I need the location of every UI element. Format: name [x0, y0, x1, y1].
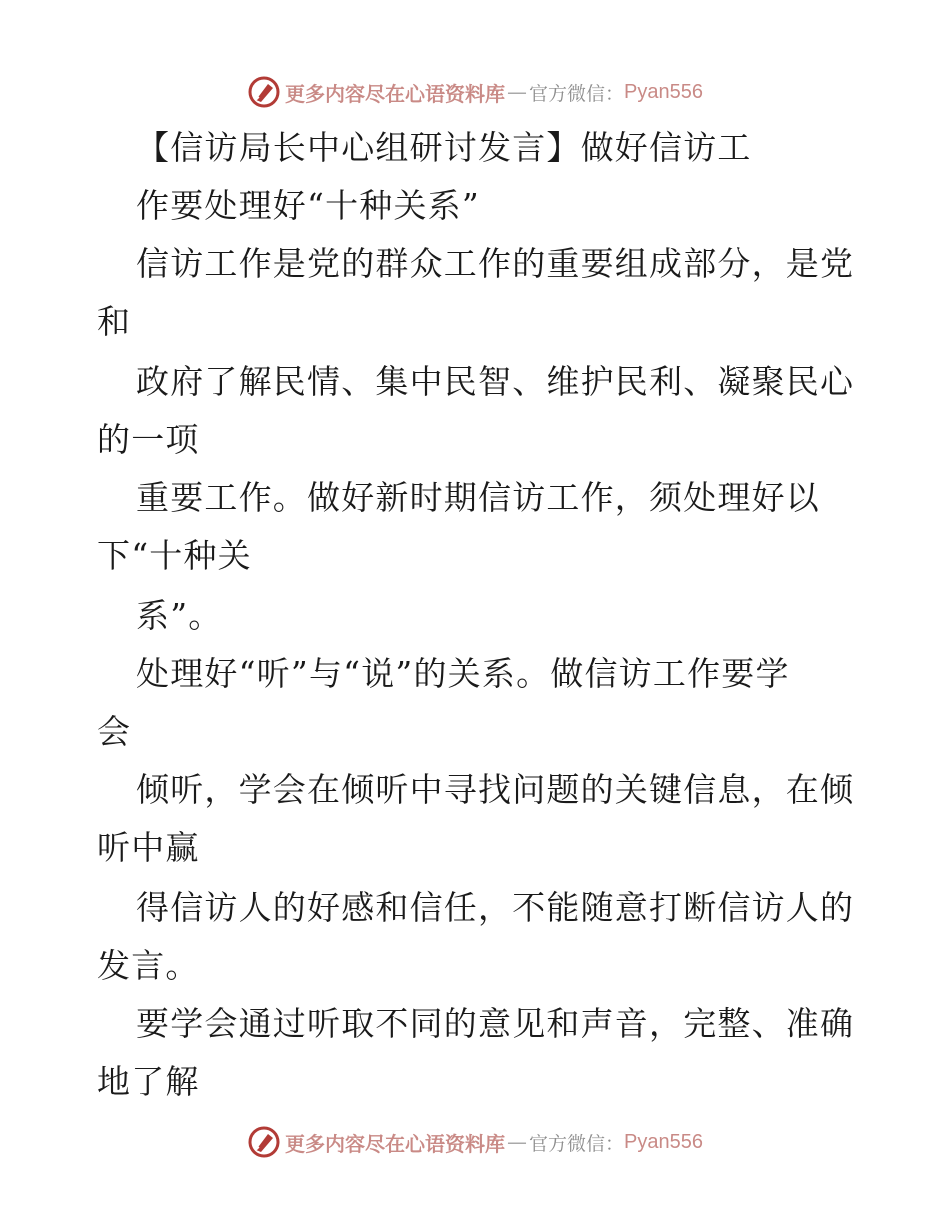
watermark-weixin-label: 官方微信： — [529, 82, 625, 105]
body-line-7: 系”。 — [136, 596, 223, 635]
watermark-weixin-label: 官方微信： — [529, 1132, 625, 1155]
body-line-1: 信访工作是党的群众工作的重要组成部分，是党 — [136, 244, 855, 283]
footer-watermark-banner — [0, 1120, 950, 1164]
body-line-2: 和 — [97, 302, 132, 341]
body-line-6: 下“十种关 — [97, 536, 252, 575]
body-line-13: 发言。 — [97, 946, 200, 985]
body-line-15: 地了解 — [97, 1062, 200, 1101]
body-line-11: 听中赢 — [97, 828, 200, 867]
document-title-line-1: 【信访局长中心组研讨发言】做好信访工 — [136, 128, 752, 167]
header-watermark-banner — [0, 70, 950, 114]
watermark-dash: — — [507, 1130, 527, 1154]
pen-nib-logo-icon — [247, 75, 281, 109]
body-line-10: 倾听，学会在倾听中寻找问题的关键信息，在倾 — [136, 770, 855, 809]
watermark-dash: — — [507, 80, 527, 104]
watermark-weixin-id: Pyan556 — [624, 80, 703, 103]
body-line-4: 的一项 — [97, 420, 200, 459]
body-line-8: 处理好“听”与“说”的关系。做信访工作要学 — [136, 654, 790, 693]
document-title-line-2: 作要处理好“十种关系” — [136, 186, 480, 225]
watermark-text: 更多内容尽在心语资料库 — [285, 81, 505, 106]
body-line-14: 要学会通过听取不同的意见和声音，完整、准确 — [136, 1004, 855, 1043]
body-line-3: 政府了解民情、集中民智、维护民利、凝聚民心 — [136, 362, 855, 401]
body-line-5: 重要工作。做好新时期信访工作，须处理好以 — [136, 478, 820, 517]
pen-nib-logo-icon — [247, 1125, 281, 1159]
body-line-9: 会 — [97, 712, 132, 751]
watermark-text: 更多内容尽在心语资料库 — [285, 1131, 505, 1156]
body-line-12: 得信访人的好感和信任，不能随意打断信访人的 — [136, 888, 855, 927]
watermark-weixin-id: Pyan556 — [624, 1130, 703, 1153]
